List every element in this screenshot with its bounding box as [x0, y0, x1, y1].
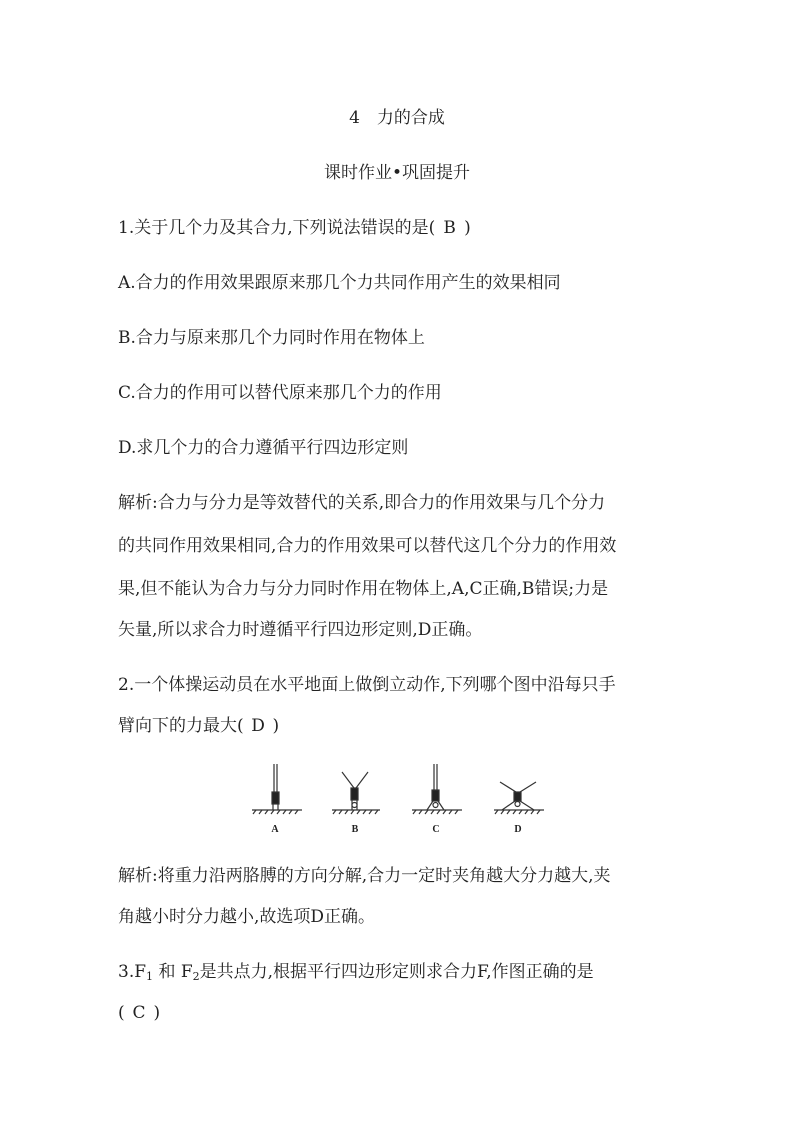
page-title: 4 力的合成 — [349, 108, 445, 128]
q1-stem — [118, 218, 471, 238]
q2-stem-text: 臂向下的力最大( — [118, 716, 244, 736]
figure-c — [412, 764, 462, 814]
q3-paren-close: ) — [153, 1003, 161, 1023]
q2-stem-close: ) — [272, 716, 280, 736]
q3-stem-text: 是共点力,根据平行四边形定则求合力F,作图正确的是 — [199, 962, 594, 982]
q3-f2-sub: 2 — [192, 970, 200, 983]
figure-label-b: B — [351, 824, 359, 835]
figure-a — [252, 764, 302, 814]
q2-analysis-line-2: 角越小时分力越小,故选项D正确。 — [118, 907, 376, 927]
q1-answer: B — [443, 218, 456, 238]
q1-analysis-line-3: 果,但不能认为合力与分力同时作用在物体上,A,C正确,B错误;力是 — [118, 579, 609, 599]
q2-stem-line-1: 2.一个体操运动员在水平地面上做倒立动作,下列哪个图中沿每只手 — [118, 675, 616, 695]
q1-stem-close: ) — [464, 218, 471, 238]
q1-stem-text: 1.关于几个力及其合力,下列说法错误的是( — [118, 218, 436, 238]
q1-analysis-line-2: 的共同作用效果相同,合力的作用效果可以替代这几个分力的作用效 — [118, 536, 617, 556]
q3-answer: C — [132, 1003, 146, 1023]
q1-option-b: B.合力与原来那几个力同时作用在物体上 — [118, 328, 425, 348]
q2-analysis-line-1: 解析:将重力沿两胳膊的方向分解,合力一定时夹角越大分力越大,夹 — [118, 866, 611, 886]
q1-option-c: C.合力的作用可以替代原来那几个力的作用 — [118, 383, 442, 403]
q3-stem-line-1 — [118, 962, 594, 982]
q1-analysis-line-4: 矢量,所以求合力时遵循平行四边形定则,D正确。 — [118, 620, 483, 640]
q3-and: 和 — [158, 962, 176, 982]
q1-option-a: A.合力的作用效果跟原来那几个力共同作用产生的效果相同 — [118, 273, 561, 293]
q2-answer: D — [251, 716, 265, 736]
q1-analysis-line-1: 解析:合力与分力是等效替代的关系,即合力的作用效果与几个分力 — [118, 493, 606, 513]
q3-f1: F — [134, 962, 147, 982]
figure-d — [494, 782, 544, 814]
q3-number: 3. — [118, 962, 135, 982]
q3-stem-line-2 — [118, 1003, 160, 1023]
q3-f1-sub: 1 — [146, 970, 154, 983]
q1-option-d: D.求几个力的合力遵循平行四边形定则 — [118, 438, 409, 458]
figure-label-c: C — [432, 824, 440, 835]
q2-stem-line-2 — [118, 716, 279, 736]
q3-paren-open: ( — [118, 1003, 125, 1023]
q3-f2: F — [180, 962, 193, 982]
figure-b — [332, 772, 380, 814]
handstand-figure — [250, 762, 550, 840]
page-subtitle: 课时作业•巩固提升 — [323, 163, 471, 183]
figure-label-d: D — [514, 824, 522, 835]
figure-label-a: A — [271, 824, 279, 835]
